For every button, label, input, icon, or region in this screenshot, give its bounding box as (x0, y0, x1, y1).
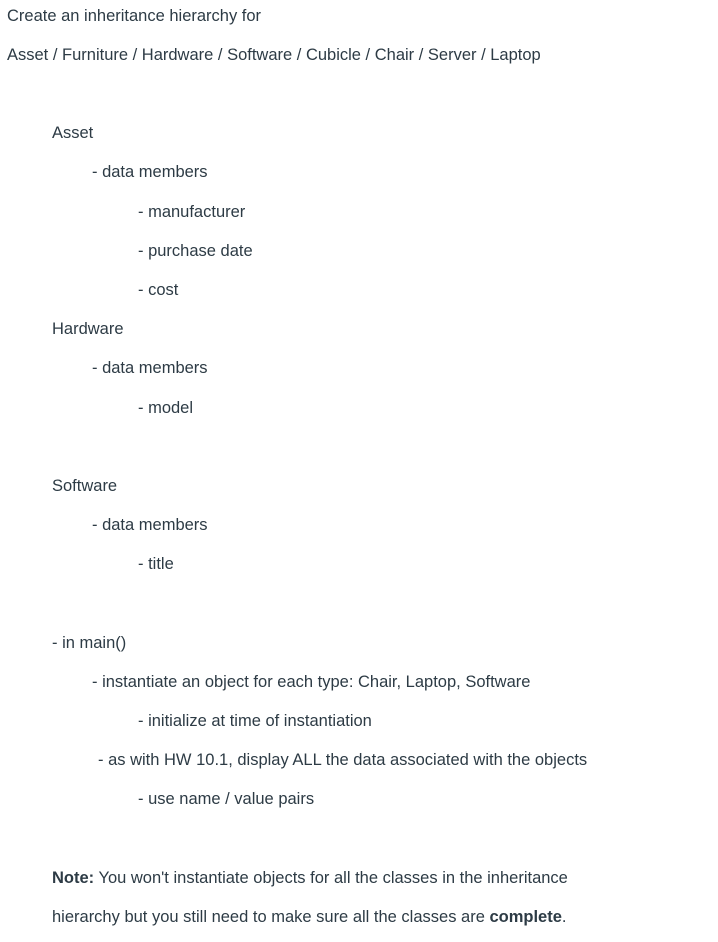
main-display-line: - as with HW 10.1, display ALL the data associated with the objects (98, 751, 588, 769)
software-member-title: - title (138, 555, 174, 573)
hardware-heading: Hardware (52, 320, 124, 338)
main-instantiate-line: - instantiate an object for each type: Chair, Laptop, Software (92, 673, 531, 691)
software-data-members-label: - data members (92, 516, 208, 534)
note-line-2 (52, 907, 567, 927)
main-heading: - in main() (52, 634, 127, 652)
asset-member-purchase-date: - purchase date (138, 242, 253, 260)
software-heading: Software (52, 477, 118, 495)
note-label: Note: (52, 869, 95, 887)
main-pairs-line: - use name / value pairs (138, 790, 315, 808)
note-end: . (561, 908, 567, 926)
asset-member-manufacturer: - manufacturer (138, 203, 246, 221)
hardware-member-model: - model (138, 399, 194, 417)
intro-line: Create an inheritance hierarchy for (7, 7, 262, 25)
note-line-1 (52, 868, 568, 888)
note-text-1: You won't instantiate objects for all the classes in the inheritance (94, 869, 568, 887)
note-text-2: hierarchy but you still need to make sure all the classes are (52, 908, 490, 926)
note-emphasis: complete (489, 908, 562, 926)
main-initialize-line: - initialize at time of instantiation (138, 712, 372, 730)
asset-data-members-label: - data members (92, 163, 208, 181)
hardware-data-members-label: - data members (92, 359, 208, 377)
asset-heading: Asset (52, 124, 94, 142)
asset-member-cost: - cost (138, 281, 179, 299)
class-list-line: Asset / Furniture / Hardware / Software / Cubicle / Chair / Server / Laptop (7, 46, 541, 64)
